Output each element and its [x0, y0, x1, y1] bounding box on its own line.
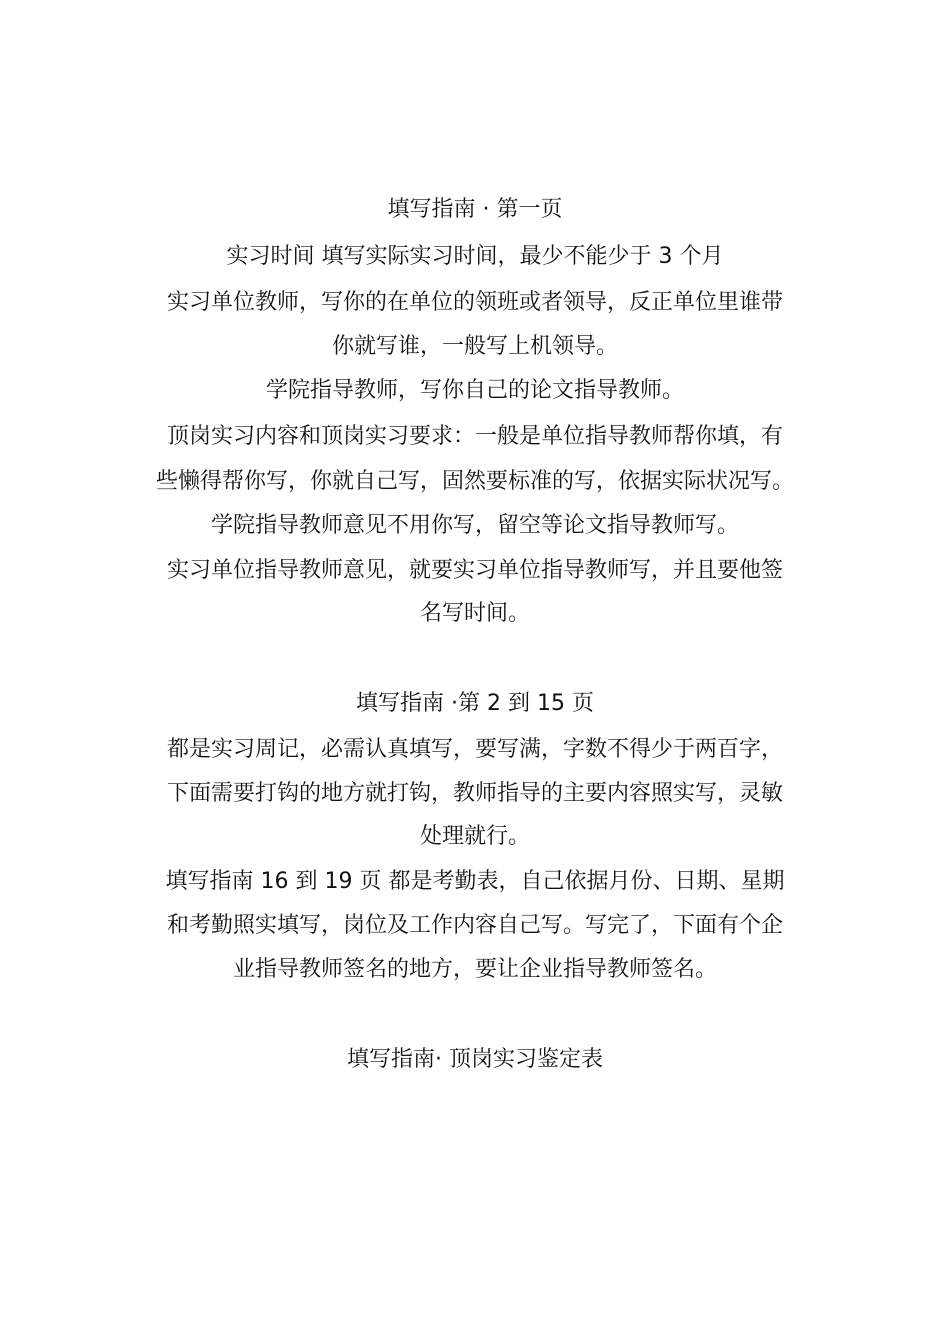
section-1-line-3: 你就写谁，一般写上机领导。: [331, 334, 618, 359]
section-1-line-5: 顶岗实习内容和顶岗实习要求：一般是单位指导教师帮你填，有: [166, 424, 783, 449]
section-2-line-6: 业指导教师签名的地方，要让企业指导教师签名。: [232, 957, 717, 982]
section-1-line-9: 名写时间。: [419, 601, 530, 626]
section-1-line-6: 些懒得帮你写，你就自己写，固然要标准的写，依据实际状况写。: [155, 469, 794, 494]
section-2-line-4: 填写指南 16 到 19 页 都是考勤表，自己依据月份、日期、星期: [165, 869, 785, 894]
section-2-line-3: 处理就行。: [419, 824, 530, 849]
section-1-line-8: 实习单位指导教师意见，就要实习单位指导教师写，并且要他签: [166, 558, 783, 583]
section-1-line-7: 学院指导教师意见不用你写，留空等论文指导教师写。: [210, 513, 739, 538]
section-2-line-2: 下面需要打钩的地方就打钩，教师指导的主要内容照实写，灵敏: [166, 781, 783, 806]
section-1-line-4: 学院指导教师，写你自己的论文指导教师。: [265, 378, 684, 403]
section-2-line-5: 和考勤照实填写，岗位及工作内容自己写。写完了，下面有个企: [166, 913, 783, 938]
section-2-line-1: 都是实习周记，必需认真填写，要写满，字数不得少于两百字，: [166, 737, 783, 762]
section-1-line-2: 实习单位教师，写你的在单位的领班或者领导，反正单位里谁带: [166, 290, 783, 315]
section-1-line-1: 实习时间 填写实际实习时间，最少不能少于 3 个月: [226, 244, 724, 269]
section-2-heading: 填写指南 ·第 2 到 15 页: [356, 691, 594, 716]
section-1-heading: 填写指南 · 第一页: [387, 197, 563, 222]
section-3-heading: 填写指南· 顶岗实习鉴定表: [347, 1047, 603, 1072]
